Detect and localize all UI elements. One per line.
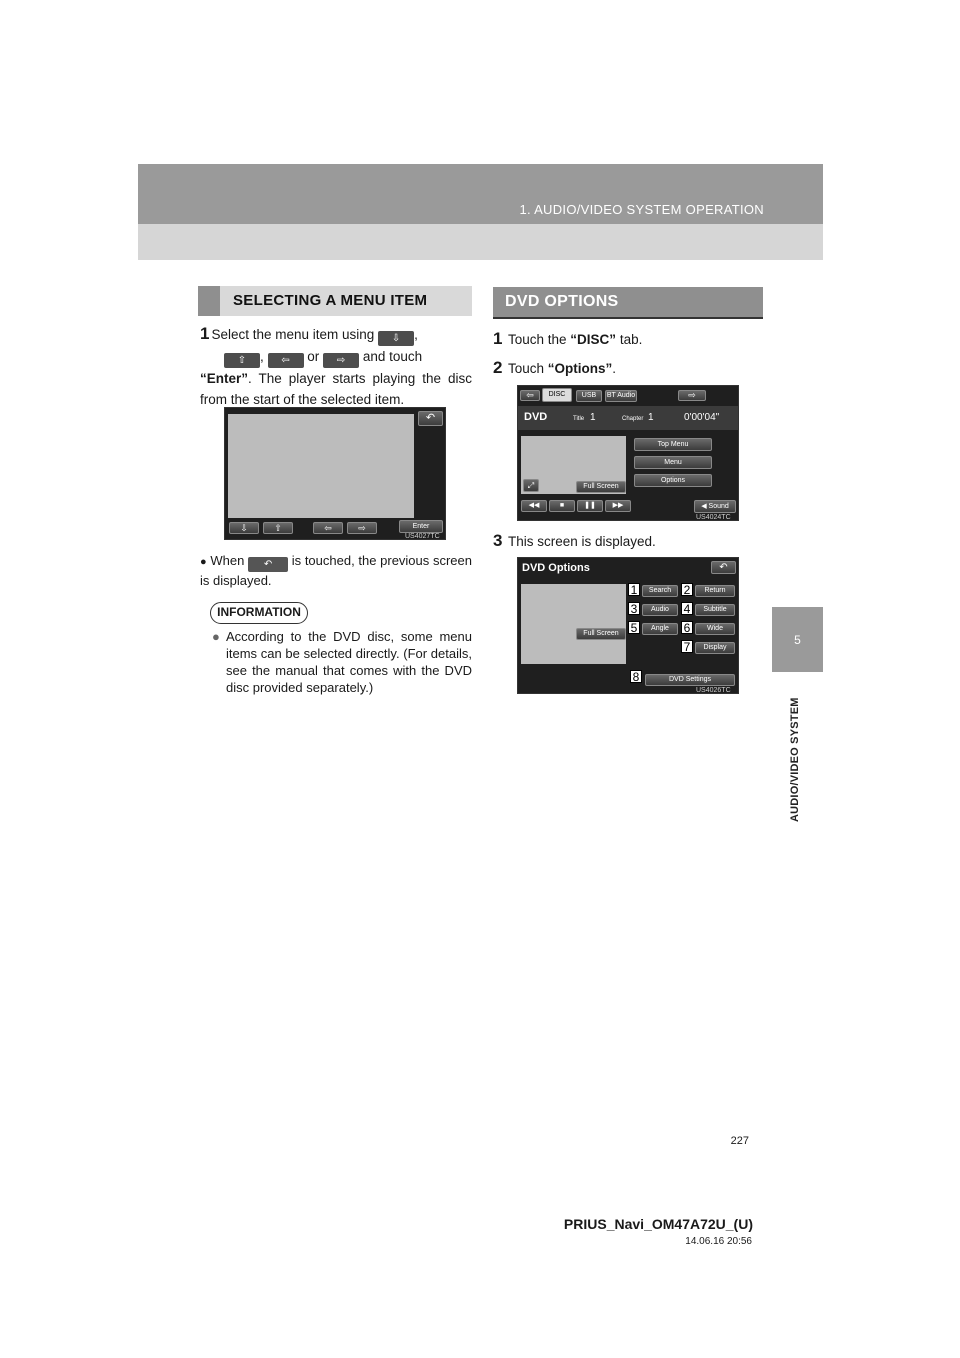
- bullet-back-note: ● When ↶ is touched, the previous screen is displayed.: [200, 553, 472, 588]
- return-button[interactable]: Return: [695, 585, 735, 597]
- top-menu-button[interactable]: Top Menu: [634, 438, 712, 451]
- display-button[interactable]: Display: [695, 642, 735, 654]
- stop-button[interactable]: ■: [549, 500, 575, 512]
- full-screen-button[interactable]: Full Screen: [576, 481, 626, 493]
- tab-bt-audio[interactable]: BT Audio: [605, 390, 637, 402]
- callout-8: 8: [630, 670, 642, 683]
- subtitle-button[interactable]: Subtitle: [695, 604, 735, 616]
- up-button[interactable]: ⇧: [263, 522, 293, 534]
- step-screen-displayed: 3 This screen is displayed.: [493, 531, 656, 550]
- bullet-icon: ●: [212, 629, 220, 644]
- down-button[interactable]: ⇩: [229, 522, 259, 534]
- callout-1: 1: [628, 583, 640, 596]
- page-number: 227: [730, 1135, 749, 1147]
- step-touch-disc: 1 Touch the “DISC” tab.: [493, 329, 643, 348]
- chapter-value: 1: [648, 412, 654, 423]
- fast-forward-button[interactable]: ▶▶: [605, 500, 631, 512]
- up-arrow-icon: ⇧: [224, 353, 260, 368]
- back-button[interactable]: ↶: [418, 411, 443, 426]
- elapsed-time: 0'00'04": [684, 412, 720, 423]
- header-sub-band: [138, 224, 823, 260]
- audio-button[interactable]: Audio: [642, 604, 678, 616]
- chapter-tab-label: AUDIO/VIDEO SYSTEM: [789, 697, 801, 822]
- print-date: 14.06.16 20:56: [685, 1236, 752, 1247]
- callout-2: 2: [681, 583, 693, 596]
- back-arrow-icon: ↶: [248, 557, 288, 572]
- heading-text: SELECTING A MENU ITEM: [233, 292, 428, 309]
- title-value: 1: [590, 412, 596, 423]
- chapter-tab-number: 5: [772, 607, 823, 672]
- dvd-options-screen-figure: [517, 557, 739, 694]
- info-note: ● According to the DVD disc, some menu items can be selected directly. (For details, see the manual that comes with the DVD disc provided separately.): [212, 629, 472, 695]
- search-button[interactable]: Search: [642, 585, 678, 597]
- dvd-label: DVD: [524, 411, 548, 423]
- right-arrow-icon: ⇨: [323, 353, 359, 368]
- section-heading-dvd-options: [493, 287, 763, 317]
- callout-5: 5: [628, 621, 640, 634]
- callout-3: 3: [628, 602, 640, 615]
- title-label: Title: [573, 416, 585, 422]
- tab-usb[interactable]: USB: [576, 390, 602, 402]
- tab-prev-button[interactable]: ⇦: [520, 390, 540, 401]
- speaker-icon: ◀: [701, 503, 707, 510]
- information-tag: INFORMATION: [210, 602, 308, 624]
- angle-button[interactable]: Angle: [642, 623, 678, 635]
- down-arrow-icon: ⇩: [378, 331, 414, 346]
- dvd-options-title: DVD Options: [522, 562, 590, 574]
- figure-code: US4026TC: [696, 687, 731, 694]
- step-select-menu: 1 Select the menu item using ⇩ , ⇧ , ⇦ or ⇨ and touch “Enter”. The player starts playing the disc from the start of the selected item.: [200, 324, 472, 407]
- pause-button[interactable]: ❚❚: [577, 500, 603, 512]
- video-area: [521, 584, 626, 664]
- options-button[interactable]: Options: [634, 474, 712, 487]
- section-title: 1. AUDIO/VIDEO SYSTEM OPERATION: [519, 202, 764, 217]
- menu-button[interactable]: Menu: [634, 456, 712, 469]
- section-heading-selecting: [198, 286, 472, 316]
- enter-button[interactable]: Enter: [399, 520, 443, 533]
- rewind-button[interactable]: ◀◀: [521, 500, 547, 512]
- expand-icon[interactable]: ⤢: [523, 479, 539, 492]
- tab-next-button[interactable]: ⇨: [678, 390, 706, 401]
- left-button[interactable]: ⇦: [313, 522, 343, 534]
- left-arrow-icon: ⇦: [268, 353, 304, 368]
- heading-text: DVD OPTIONS: [505, 293, 619, 310]
- right-button[interactable]: ⇨: [347, 522, 377, 534]
- step-touch-options: 2 Touch “Options”.: [493, 358, 617, 377]
- callout-4: 4: [681, 602, 693, 615]
- figure-code: US4024TC: [696, 514, 731, 521]
- dvd-settings-button[interactable]: DVD Settings: [645, 674, 735, 686]
- full-screen-button[interactable]: Full Screen: [576, 628, 626, 640]
- document-id: PRIUS_Navi_OM47A72U_(U): [563, 1216, 753, 1232]
- tab-disc[interactable]: DISC: [542, 388, 572, 402]
- figure-code: US4027TC: [405, 533, 440, 540]
- wide-button[interactable]: Wide: [695, 623, 735, 635]
- menu-screen-figure: [224, 407, 446, 540]
- disc-screen-figure: [517, 385, 739, 521]
- video-area: [228, 414, 414, 518]
- callout-6: 6: [681, 621, 693, 634]
- info-bar: [518, 406, 739, 430]
- back-button[interactable]: ↶: [711, 561, 736, 574]
- callout-7: 7: [681, 640, 693, 653]
- sound-button[interactable]: ◀ Sound: [694, 500, 736, 513]
- chapter-label: Chapter: [622, 416, 644, 422]
